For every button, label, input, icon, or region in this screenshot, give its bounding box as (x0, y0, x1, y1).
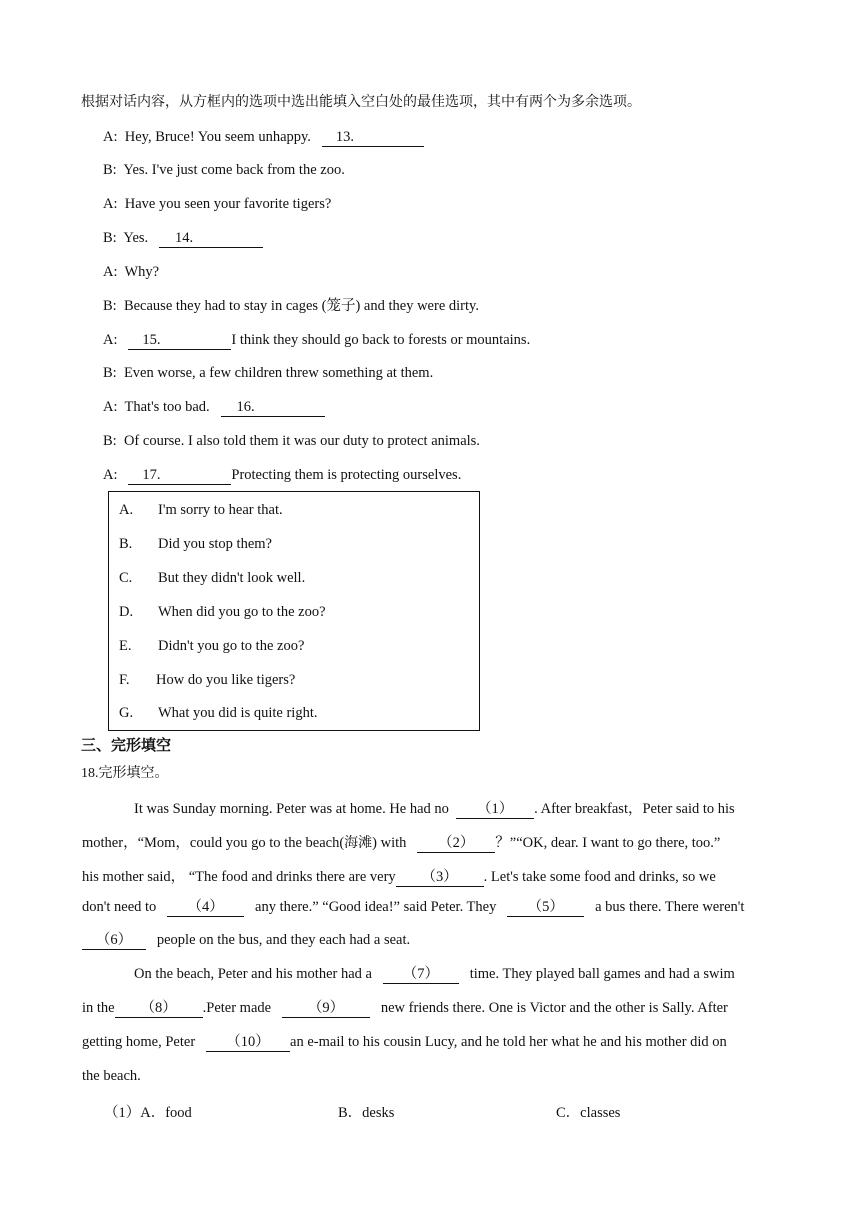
dialogue-line (103, 127, 424, 147)
speaker-label: A: (103, 399, 118, 415)
dialogue-text: Yes. (123, 230, 149, 246)
dialogue-text: Have you seen your favorite tigers? (124, 196, 332, 212)
answer-blank-13[interactable]: 13. (322, 129, 424, 147)
dialogue-text: I think they should go back to forests or mountains. (231, 332, 531, 348)
passage-line: （6） people on the bus, and they each had a seat. (82, 932, 410, 950)
dialogue-line (103, 262, 159, 282)
dialogue-line (103, 330, 530, 350)
question-number: 18. (81, 766, 99, 781)
passage-line: in the （8） .Peter made （9） new friends there. One is Victor and the other is Sally. After (82, 1000, 728, 1016)
option-item[interactable]: C. But they didn't look well. (119, 570, 306, 586)
dialogue-text: Why? (124, 264, 160, 280)
speaker-label: A: (103, 467, 118, 483)
dialogue-line (103, 296, 479, 316)
speaker-label: A: (103, 332, 118, 348)
dialogue-line (103, 465, 461, 485)
dialogue-text: Even worse, a few children threw something at them. (123, 365, 434, 381)
passage-line: don't need to （4） any there.” “Good idea!” said Peter. They （5） a bus there. There weren't (82, 899, 745, 915)
speaker-label: B: (103, 433, 117, 449)
answer-blank-16[interactable]: 16. (221, 399, 325, 417)
speaker-label: B: (103, 298, 117, 314)
cloze-blank-6[interactable]: （6） (82, 932, 146, 950)
choice-a[interactable]: A．food (140, 1105, 192, 1121)
passage-line: the beach. (82, 1068, 141, 1084)
speaker-label: A: (103, 196, 118, 212)
option-item[interactable]: E. Didn't you go to the zoo? (119, 638, 305, 654)
dialogue-line (103, 397, 325, 417)
passage-line: mother，“Mom，could you go to the beach(海滩) with （2） ？”“OK, dear. I want to go there, too.” (82, 835, 721, 851)
cloze-blank-1[interactable]: （1） (456, 801, 534, 819)
cloze-blank-9[interactable]: （9） (282, 1000, 370, 1018)
option-item[interactable]: A. I'm sorry to hear that. (119, 502, 283, 518)
dialogue-line (103, 194, 331, 214)
option-item[interactable]: G. What you did is quite right. (119, 705, 318, 721)
dialogue-text: Because they had to stay in cages (笼子) and they were dirty. (123, 298, 479, 314)
speaker-label: B: (103, 230, 117, 246)
answer-blank-14[interactable]: 14. (159, 230, 263, 248)
speaker-label: B: (103, 162, 117, 178)
dialogue-line (103, 363, 433, 383)
cloze-blank-7[interactable]: （7） (383, 966, 459, 984)
dialogue-line (103, 431, 480, 451)
passage-line: his mother said， “The food and drinks there are very （3） . Let's take some food and drinks, so we (82, 869, 716, 885)
dialogue-text: That's too bad. (124, 399, 210, 415)
cloze-blank-4[interactable]: （4） (167, 899, 244, 917)
choice-row-number: （1）A．food (104, 1105, 192, 1121)
answer-blank-15[interactable]: 15. (128, 332, 231, 350)
dialogue-text: Hey, Bruce! You seem unhappy. (124, 129, 311, 145)
cloze-blank-5[interactable]: （5） (507, 899, 584, 917)
dialogue-text: Protecting them is protecting ourselves. (231, 467, 462, 483)
question-header (81, 762, 169, 782)
dialogue-line (103, 160, 345, 180)
dialogue-line (103, 228, 263, 248)
speaker-label: A: (103, 264, 118, 280)
answer-blank-17[interactable]: 17. (128, 467, 231, 485)
cloze-blank-10[interactable]: （10） (206, 1034, 290, 1052)
cloze-blank-3[interactable]: （3） (396, 869, 484, 887)
cloze-blank-2[interactable]: （2） (417, 835, 495, 853)
dialogue-text: Of course. I also told them it was our duty to protect animals. (123, 433, 480, 449)
option-item[interactable]: B. Did you stop them? (119, 536, 272, 552)
options-box (108, 491, 480, 731)
instruction-text: 根据对话内容，从方框内的选项中选出能填入空白处的最佳选项，其中有两个为多余选项。 (81, 94, 641, 110)
passage-line: On the beach, Peter and his mother had a （7） time. They played ball games and had a swim (134, 966, 735, 982)
option-item[interactable]: D. When did you go to the zoo? (119, 604, 326, 620)
dialogue-text: Yes. I've just come back from the zoo. (123, 162, 345, 178)
speaker-label: B: (103, 365, 117, 381)
cloze-blank-8[interactable]: （8） (115, 1000, 203, 1018)
choice-c[interactable]: C．classes (556, 1105, 621, 1121)
passage-line: It was Sunday morning. Peter was at home. He had no （1） . After breakfast，Peter said to his (134, 801, 735, 817)
choice-b[interactable]: B．desks (338, 1105, 395, 1121)
option-item[interactable]: F. How do you like tigers? (119, 672, 296, 688)
passage-line: getting home, Peter （10） an e-mail to his cousin Lucy, and he told her what he and his mother did on (82, 1034, 727, 1050)
section-title: 三、完形填空 (81, 736, 172, 754)
question-title: 完形填空。 (98, 765, 169, 781)
speaker-label: A: (103, 129, 118, 145)
